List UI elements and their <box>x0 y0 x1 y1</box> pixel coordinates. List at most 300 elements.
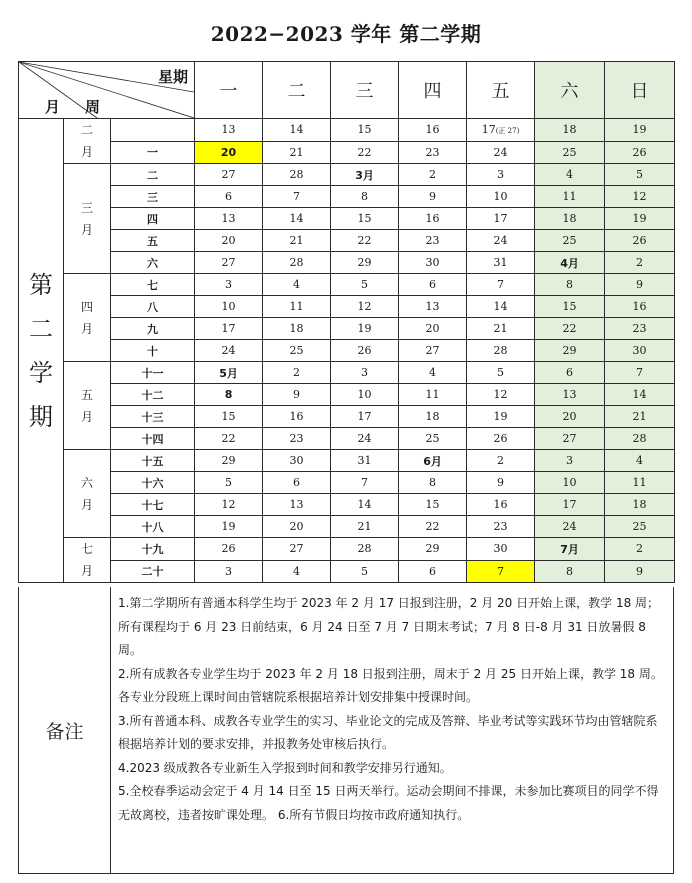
day-cell <box>263 428 331 450</box>
day-value: 24 <box>357 432 372 445</box>
day-cell <box>263 450 331 472</box>
day-cell <box>605 274 675 296</box>
day-value: 27 <box>221 256 236 269</box>
day-cell <box>535 472 605 494</box>
day-value: 18 <box>562 123 577 137</box>
day-value: 16 <box>425 123 440 137</box>
day-cell <box>605 472 675 494</box>
day-cell <box>331 560 399 583</box>
day-cell <box>195 296 263 318</box>
day-value: 9 <box>497 476 505 489</box>
day-cell <box>399 472 467 494</box>
day-cell <box>331 252 399 274</box>
day-value: 24 <box>493 145 508 159</box>
day-value: 20 <box>289 520 304 533</box>
day-value: 11 <box>289 300 304 313</box>
day-cell <box>535 252 605 274</box>
day-value: 9 <box>636 278 644 291</box>
day-cell <box>467 538 535 561</box>
day-value: 6 <box>225 190 233 203</box>
day-cell <box>467 406 535 428</box>
day-cell <box>605 230 675 252</box>
day-value: 9 <box>636 564 644 578</box>
day-cell <box>535 230 605 252</box>
day-value: 8 <box>429 476 437 489</box>
day-value: 24 <box>493 234 508 247</box>
week-row <box>19 296 675 318</box>
day-value: 22 <box>562 322 577 335</box>
week-row <box>19 141 675 164</box>
day-value: 30 <box>632 344 647 357</box>
day-value: 28 <box>632 432 647 445</box>
day-value: 25 <box>562 145 577 159</box>
day-value: 6 <box>566 366 574 379</box>
day-cell <box>467 516 535 538</box>
day-cell <box>605 252 675 274</box>
day-cell <box>399 406 467 428</box>
week-row <box>19 164 675 186</box>
day-value: 8 <box>361 190 369 203</box>
day-cell <box>535 164 605 186</box>
day-cell <box>263 362 331 384</box>
month-char: 四 <box>80 299 93 314</box>
week-number: 十九 <box>111 538 195 561</box>
day-value: 27 <box>425 344 440 357</box>
day-cell <box>263 516 331 538</box>
day-cell <box>195 428 263 450</box>
weekday-header: 六 <box>535 62 605 119</box>
day-value: 2 <box>636 256 644 269</box>
day-cell <box>399 318 467 340</box>
day-cell <box>467 494 535 516</box>
day-value: 29 <box>425 542 440 556</box>
day-value: 30 <box>493 542 508 556</box>
day-value: 7 <box>293 190 301 203</box>
day-value: 14 <box>289 123 304 137</box>
day-value: 24 <box>221 344 236 357</box>
day-cell <box>399 516 467 538</box>
day-value: 16 <box>289 410 304 423</box>
day-value: 21 <box>357 520 372 533</box>
day-value: 13 <box>221 212 236 225</box>
day-value: 2 <box>429 168 437 181</box>
note-item: 1.第二学期所有普通本科学生均于 2023 年 2 月 17 日报到注册，2 月 20 日开始上课，教学 18 周；所有课程均于 6 月 23 日前结束，6 月 24 日至 7 月 7 日期末考试；7 月 8 日-8 月 31 日放暑假 8 周。 <box>118 596 660 657</box>
month-label <box>64 450 111 538</box>
week-number: 八 <box>111 296 195 318</box>
week-number: 三 <box>111 186 195 208</box>
day-value: 19 <box>632 212 647 225</box>
day-value: 13 <box>289 498 304 511</box>
week-row <box>19 428 675 450</box>
week-row <box>19 274 675 296</box>
notes-label: 备注 <box>19 587 111 873</box>
header-weekday-label: 星期 <box>158 68 189 86</box>
day-value: 27 <box>221 168 236 181</box>
day-value: 29 <box>221 454 236 467</box>
day-cell <box>263 119 331 142</box>
day-value: 4月 <box>560 256 579 270</box>
week-number: 四 <box>111 208 195 230</box>
week-row <box>19 340 675 362</box>
day-value: 15 <box>221 410 236 423</box>
day-value: 15 <box>357 123 372 137</box>
day-cell <box>195 450 263 472</box>
day-value: 3 <box>566 454 574 467</box>
day-cell <box>195 252 263 274</box>
day-cell <box>331 208 399 230</box>
day-cell <box>263 538 331 561</box>
day-value: 13 <box>221 123 236 137</box>
day-value: 6月 <box>423 454 442 468</box>
day-cell <box>399 362 467 384</box>
month-char: 三 <box>80 200 93 215</box>
header-corner-cell <box>19 62 195 119</box>
day-cell <box>605 362 675 384</box>
semester-char: 第 <box>29 270 53 299</box>
day-cell <box>605 516 675 538</box>
day-value: 19 <box>632 123 647 137</box>
day-cell <box>467 164 535 186</box>
day-value: 16 <box>632 300 647 313</box>
day-cell <box>605 141 675 164</box>
day-cell <box>467 428 535 450</box>
day-value: 14 <box>289 212 304 225</box>
week-number <box>111 119 195 142</box>
day-cell <box>195 340 263 362</box>
semester-char: 期 <box>29 402 53 431</box>
weekday-header: 三 <box>331 62 399 119</box>
day-value: 7 <box>497 278 505 291</box>
day-cell <box>467 560 535 583</box>
day-value: 28 <box>357 542 372 556</box>
day-value: 26 <box>493 432 508 445</box>
day-value: 23 <box>632 322 647 335</box>
day-cell <box>467 274 535 296</box>
day-value: 2 <box>497 454 505 467</box>
day-value: 13 <box>562 388 577 401</box>
day-value: 17 <box>357 410 372 423</box>
day-cell <box>195 406 263 428</box>
month-char: 五 <box>80 387 93 402</box>
month-label <box>64 164 111 274</box>
day-cell <box>331 340 399 362</box>
day-value: 26 <box>632 145 647 159</box>
month-label <box>64 362 111 450</box>
semester-char: 二 <box>29 314 53 343</box>
day-cell <box>399 296 467 318</box>
day-cell <box>263 318 331 340</box>
day-cell <box>535 318 605 340</box>
day-value: 2 <box>293 366 301 379</box>
day-value: 5月 <box>219 366 238 380</box>
day-value: 5 <box>636 168 644 181</box>
day-cell <box>535 340 605 362</box>
day-value: 31 <box>357 454 372 467</box>
day-cell <box>605 318 675 340</box>
day-value: 11 <box>425 388 440 401</box>
week-row <box>19 230 675 252</box>
day-cell <box>331 318 399 340</box>
month-char: 六 <box>80 475 93 490</box>
day-value: 23 <box>289 432 304 445</box>
day-cell <box>331 296 399 318</box>
week-number: 十二 <box>111 384 195 406</box>
month-label <box>64 119 111 164</box>
day-value: 7 <box>497 564 505 578</box>
day-value: 20 <box>221 234 236 247</box>
day-value: 28 <box>289 256 304 269</box>
day-cell <box>605 428 675 450</box>
day-value: 23 <box>425 145 440 159</box>
day-value: 21 <box>289 234 304 247</box>
week-number: 二十 <box>111 560 195 583</box>
week-row <box>19 560 675 583</box>
day-cell <box>263 230 331 252</box>
day-value: 16 <box>425 212 440 225</box>
day-value: 22 <box>221 432 236 445</box>
day-value: 22 <box>425 520 440 533</box>
day-cell <box>331 230 399 252</box>
day-cell <box>195 274 263 296</box>
day-value: 17 <box>221 322 236 335</box>
day-value: 26 <box>357 344 372 357</box>
day-cell <box>605 186 675 208</box>
day-value: 25 <box>289 344 304 357</box>
day-value: 17 <box>493 212 508 225</box>
day-cell <box>467 362 535 384</box>
day-cell <box>195 318 263 340</box>
month-char: 七 <box>80 542 93 556</box>
day-cell <box>263 472 331 494</box>
day-cell <box>331 538 399 561</box>
day-value: 5 <box>361 564 369 578</box>
day-value: 6 <box>429 564 437 578</box>
day-cell <box>331 362 399 384</box>
day-value: 20 <box>562 410 577 423</box>
day-cell <box>331 450 399 472</box>
day-cell <box>535 406 605 428</box>
day-cell <box>605 340 675 362</box>
notes-body <box>118 592 668 827</box>
day-cell <box>467 450 535 472</box>
month-char: 月 <box>80 497 93 512</box>
day-cell <box>535 538 605 561</box>
semester-char: 学 <box>29 358 53 387</box>
day-cell <box>535 450 605 472</box>
day-value: 6 <box>429 278 437 291</box>
day-cell <box>195 186 263 208</box>
day-value: 7月 <box>560 542 579 556</box>
header-row <box>19 62 675 119</box>
day-cell <box>263 164 331 186</box>
day-value: 27 <box>562 432 577 445</box>
day-cell <box>195 362 263 384</box>
day-value: 17 <box>481 123 496 137</box>
weekday-header: 五 <box>467 62 535 119</box>
day-cell <box>331 428 399 450</box>
week-number: 十三 <box>111 406 195 428</box>
day-cell <box>535 516 605 538</box>
day-cell <box>399 119 467 142</box>
day-cell <box>331 494 399 516</box>
day-cell <box>605 296 675 318</box>
day-cell <box>467 296 535 318</box>
day-cell <box>195 208 263 230</box>
day-cell <box>535 384 605 406</box>
day-cell <box>535 119 605 142</box>
week-number: 十一 <box>111 362 195 384</box>
day-value: 31 <box>493 256 508 269</box>
week-number: 七 <box>111 274 195 296</box>
day-cell <box>605 494 675 516</box>
day-value: 5 <box>497 366 505 379</box>
day-value: 10 <box>357 388 372 401</box>
day-value: 15 <box>562 300 577 313</box>
week-row <box>19 538 675 561</box>
day-note: (正 27) <box>495 127 520 136</box>
day-value: 3 <box>225 278 233 291</box>
day-cell <box>535 362 605 384</box>
day-value: 14 <box>357 498 372 511</box>
day-cell <box>195 141 263 164</box>
day-value: 7 <box>361 476 369 489</box>
day-value: 10 <box>562 476 577 489</box>
day-value: 4 <box>293 564 301 578</box>
day-cell <box>331 472 399 494</box>
day-cell <box>605 538 675 561</box>
day-cell <box>467 252 535 274</box>
week-row <box>19 406 675 428</box>
day-value: 4 <box>429 366 437 379</box>
day-value: 25 <box>562 234 577 247</box>
day-cell <box>535 274 605 296</box>
week-row <box>19 494 675 516</box>
day-cell <box>605 406 675 428</box>
day-cell <box>195 560 263 583</box>
day-cell <box>263 494 331 516</box>
day-cell <box>331 164 399 186</box>
month-char: 月 <box>80 145 93 159</box>
week-row <box>19 472 675 494</box>
month-char: 月 <box>80 564 93 578</box>
day-cell <box>605 560 675 583</box>
day-cell <box>399 384 467 406</box>
week-row <box>19 384 675 406</box>
notes-section <box>18 587 674 874</box>
day-value: 12 <box>632 190 647 203</box>
day-value: 29 <box>562 344 577 357</box>
week-number: 六 <box>111 252 195 274</box>
week-number: 九 <box>111 318 195 340</box>
header-week-label: 周 <box>85 98 101 116</box>
day-value: 21 <box>289 145 304 159</box>
day-cell <box>535 208 605 230</box>
day-value: 28 <box>493 344 508 357</box>
day-cell <box>467 230 535 252</box>
day-value: 13 <box>425 300 440 313</box>
week-number: 十四 <box>111 428 195 450</box>
day-value: 14 <box>632 388 647 401</box>
day-cell <box>535 141 605 164</box>
day-cell <box>467 141 535 164</box>
day-value: 3 <box>497 168 505 181</box>
day-value: 19 <box>221 520 236 533</box>
week-number: 十六 <box>111 472 195 494</box>
week-number: 一 <box>111 141 195 164</box>
month-char: 二 <box>80 123 93 137</box>
day-value: 30 <box>289 454 304 467</box>
day-value: 21 <box>632 410 647 423</box>
day-value: 10 <box>493 190 508 203</box>
day-cell <box>605 164 675 186</box>
day-value: 5 <box>361 278 369 291</box>
day-value: 18 <box>425 410 440 423</box>
day-cell <box>263 296 331 318</box>
week-row <box>19 119 675 142</box>
day-cell <box>535 560 605 583</box>
day-value: 20 <box>220 145 237 159</box>
week-row <box>19 186 675 208</box>
day-cell <box>263 141 331 164</box>
day-value: 16 <box>493 498 508 511</box>
day-cell <box>263 406 331 428</box>
day-value: 9 <box>293 388 301 401</box>
day-cell <box>195 164 263 186</box>
day-cell <box>263 384 331 406</box>
day-value: 12 <box>221 498 236 511</box>
day-cell <box>535 428 605 450</box>
day-cell <box>195 538 263 561</box>
day-value: 17 <box>562 498 577 511</box>
day-value: 22 <box>357 145 372 159</box>
note-item: 3.所有普通本科、成教各专业学生的实习、毕业论文的完成及答辩、毕业考试等实践环节均由管辖院系根据培养计划的要求安排，并报教务处审核后执行。 <box>118 713 658 751</box>
calendar-table <box>18 61 675 583</box>
day-cell <box>195 494 263 516</box>
day-value: 3 <box>225 564 233 578</box>
day-value: 20 <box>425 322 440 335</box>
day-cell <box>399 208 467 230</box>
month-char: 月 <box>80 222 93 237</box>
day-value: 19 <box>493 410 508 423</box>
day-value: 3月 <box>355 168 374 182</box>
day-cell <box>605 450 675 472</box>
day-cell <box>195 516 263 538</box>
day-cell <box>399 538 467 561</box>
day-value: 8 <box>224 388 233 401</box>
day-cell <box>467 208 535 230</box>
day-value: 28 <box>289 168 304 181</box>
day-cell <box>535 296 605 318</box>
weekday-header: 四 <box>399 62 467 119</box>
weekday-header: 二 <box>263 62 331 119</box>
day-cell <box>263 252 331 274</box>
day-cell <box>399 274 467 296</box>
week-number: 二 <box>111 164 195 186</box>
day-cell <box>535 494 605 516</box>
day-value: 24 <box>562 520 577 533</box>
day-value: 3 <box>361 366 369 379</box>
day-cell <box>605 384 675 406</box>
day-value: 7 <box>636 366 644 379</box>
day-cell <box>399 450 467 472</box>
day-cell <box>399 494 467 516</box>
day-value: 19 <box>357 322 372 335</box>
day-value: 5 <box>225 476 233 489</box>
week-number: 十 <box>111 340 195 362</box>
day-value: 29 <box>357 256 372 269</box>
day-cell <box>605 119 675 142</box>
month-label <box>64 538 111 583</box>
